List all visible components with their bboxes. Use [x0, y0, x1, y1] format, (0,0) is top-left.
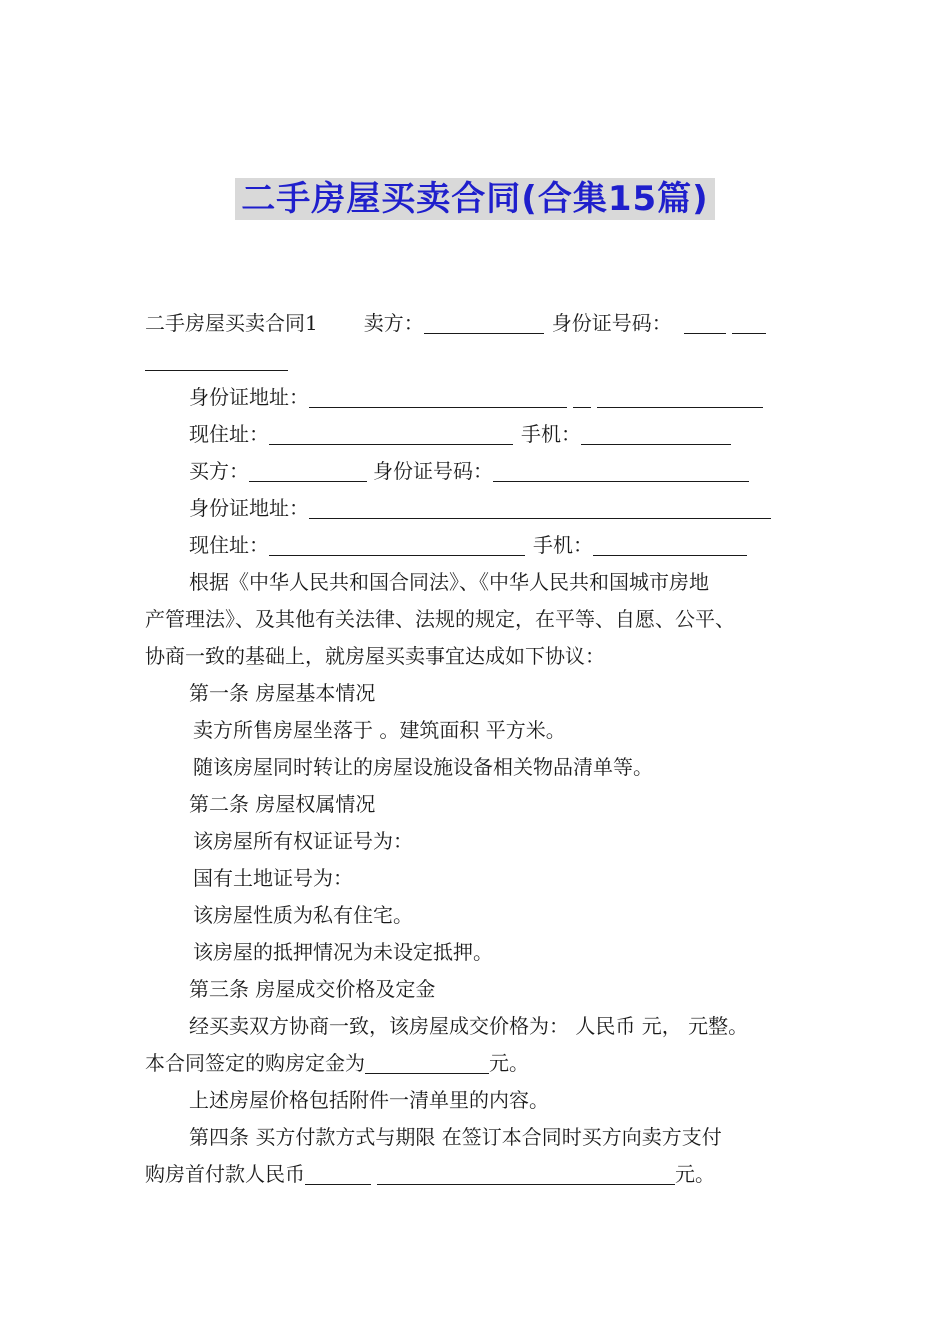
buyer-name-blank[interactable] — [249, 457, 367, 482]
seller-address-blank[interactable] — [269, 420, 513, 445]
seller-phone-label: 手机： — [521, 422, 581, 446]
seller-id-blank-3[interactable] — [145, 346, 288, 371]
seller-id-address-label: 身份证地址： — [189, 385, 309, 409]
seller-id-address-blank-2[interactable] — [573, 383, 591, 408]
line-seller-id-cont — [145, 342, 835, 379]
article-2-heading: 第二条 房屋权属情况 — [189, 792, 376, 816]
line-buyer-address — [145, 527, 835, 564]
article-2-item-2: 国有土地证号为： — [193, 866, 353, 890]
seller-id-blank-2[interactable] — [732, 309, 766, 334]
buyer-phone-blank[interactable] — [593, 531, 747, 556]
buyer-label: 买方： — [189, 459, 249, 483]
preamble-line-1: 根据《中华人民共和国合同法》、《中华人民共和国城市房地 — [189, 570, 709, 594]
buyer-id-address-label: 身份证地址： — [189, 496, 309, 520]
seller-label: 卖方： — [363, 311, 424, 335]
seller-address-label: 现住址： — [189, 422, 269, 446]
down-payment-unit: 元。 — [675, 1162, 715, 1186]
article-3-item-3: 上述房屋价格包括附件一清单里的内容。 — [189, 1088, 549, 1112]
article-2-item-1: 该房屋所有权证证号为： — [193, 829, 413, 853]
article-2-item-4: 该房屋的抵押情况为未设定抵押。 — [193, 940, 493, 964]
buyer-id-address-blank[interactable] — [309, 494, 771, 519]
title-wrap — [0, 178, 950, 220]
seller-name-blank[interactable] — [424, 309, 544, 334]
article-4-heading: 第四条 买方付款方式与期限 在签订本合同时买方向卖方支付 — [189, 1125, 722, 1149]
contract-body — [145, 305, 835, 1193]
deposit-label: 本合同签定的购房定金为 — [145, 1051, 365, 1075]
buyer-phone-label: 手机： — [533, 533, 593, 557]
deposit-blank[interactable] — [365, 1049, 489, 1074]
buyer-id-blank[interactable] — [493, 457, 749, 482]
article-3-item-2 — [145, 1045, 835, 1082]
document-title: 二手房屋买卖合同(合集15篇) — [235, 178, 714, 220]
deposit-unit: 元。 — [489, 1051, 529, 1075]
article-3-item-1: 经买卖双方协商一致，该房屋成交价格为： 人民币 元， 元整。 — [189, 1014, 749, 1038]
article-4-item-1 — [145, 1156, 835, 1193]
seller-id-blank-1[interactable] — [684, 309, 726, 334]
line-seller-address — [145, 416, 835, 453]
down-payment-blank-2[interactable] — [377, 1160, 675, 1185]
seller-id-address-blank-1[interactable] — [309, 383, 567, 408]
article-1-heading: 第一条 房屋基本情况 — [189, 681, 376, 705]
seller-id-label: 身份证号码： — [551, 311, 672, 335]
line-buyer — [145, 453, 835, 490]
line-seller-id-address — [145, 379, 835, 416]
down-payment-label: 购房首付款人民币 — [145, 1162, 305, 1186]
buyer-id-label: 身份证号码： — [373, 459, 493, 483]
article-3-heading: 第三条 房屋成交价格及定金 — [189, 977, 436, 1001]
contract-number: 二手房屋买卖合同1 — [145, 311, 318, 335]
article-1-item-2: 随该房屋同时转让的房屋设施设备相关物品清单等。 — [193, 755, 653, 779]
buyer-address-blank[interactable] — [269, 531, 525, 556]
preamble-line-2: 产管理法》、及其他有关法律、法规的规定，在平等、自愿、公平、 — [145, 607, 735, 631]
article-1-item-1: 卖方所售房屋坐落于 。建筑面积 平方米。 — [193, 718, 566, 742]
seller-phone-blank[interactable] — [581, 420, 731, 445]
buyer-address-label: 现住址： — [189, 533, 269, 557]
line-seller — [145, 305, 835, 342]
line-buyer-id-address — [145, 490, 835, 527]
seller-id-address-blank-3[interactable] — [597, 383, 763, 408]
article-2-item-3: 该房屋性质为私有住宅。 — [193, 903, 413, 927]
down-payment-blank-1[interactable] — [305, 1160, 371, 1185]
preamble-line-3: 协商一致的基础上，就房屋买卖事宜达成如下协议： — [145, 644, 605, 668]
